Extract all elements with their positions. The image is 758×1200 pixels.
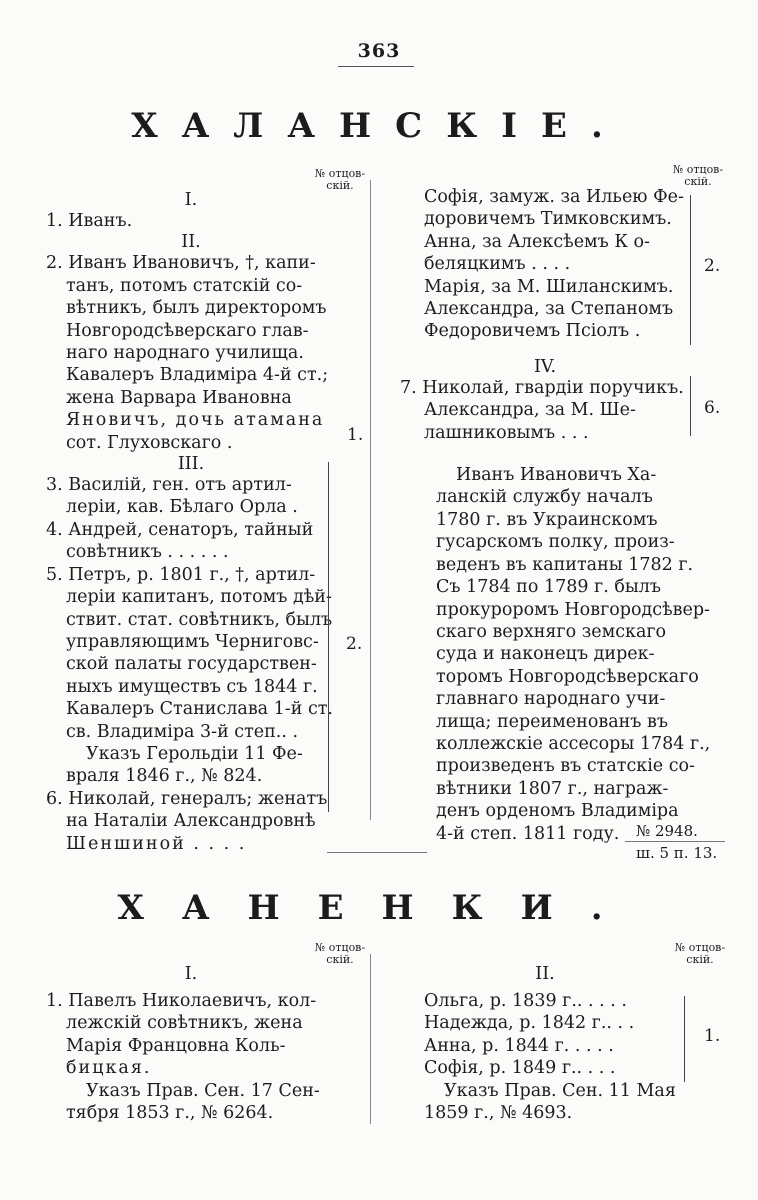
- generation-heading: IV.: [533, 356, 557, 377]
- entry-line: 7. Николай, гвардіи поручикъ.: [400, 377, 684, 398]
- entry-line: 3. Василій, ген. отъ артил-: [46, 475, 292, 496]
- left-column: [46, 964, 336, 1124]
- entry-line: Кавалеръ Станислава 1-й ст.: [66, 699, 333, 720]
- father-ref: 1.: [704, 1026, 721, 1046]
- entry-line: Указъ Прав. Сен. 17 Сен-: [86, 1080, 320, 1101]
- entry-line: Александра, за Степаномъ: [424, 299, 674, 320]
- entry-line: Надежда, р. 1842 г.. . .: [424, 1013, 635, 1034]
- entry-line: сот. Глуховскаго .: [66, 432, 233, 453]
- entry-line: ныхъ имуществъ съ 1844 г.: [66, 676, 318, 697]
- sibling-bracket: [690, 376, 691, 436]
- left-column-header: № отцов- скій.: [314, 167, 366, 192]
- entry-line: лашниковымъ . . .: [424, 422, 589, 443]
- entry-line: Кавалеръ Владиміра 4-й ст.;: [66, 365, 329, 386]
- note-line: денъ орденомъ Владиміра: [436, 801, 679, 822]
- family-title-khalanskie: ХАЛАНСКІЕ.: [131, 106, 627, 146]
- father-ref: 6.: [704, 398, 721, 418]
- entry-line: доровичемъ Тимковскимъ.: [424, 209, 672, 230]
- entry-line: леріи, кав. Бѣлаго Орла .: [66, 497, 298, 518]
- entry-line: бицкая.: [66, 1058, 152, 1079]
- entry-line: Марія, за М. Шиланскимъ.: [424, 276, 674, 297]
- entry-line: Александра, за М. Ше-: [424, 400, 636, 421]
- entry-line: 5. Петръ, р. 1801 г., †, артил-: [46, 564, 316, 585]
- generation-heading: III.: [177, 454, 205, 475]
- entry-line: 1. Павелъ Николаевичъ, кол-: [46, 991, 317, 1011]
- note-line: вѣтники 1807 г., награж-: [436, 778, 669, 799]
- entry-line: 1. Иванъ.: [46, 211, 133, 231]
- note-line: гусарскомъ полку, произ-: [436, 532, 675, 553]
- generation-heading: I.: [184, 190, 198, 210]
- note-line: веденъ въ капитаны 1782 г.: [436, 554, 694, 575]
- entry-line: 6. Николай, генералъ; женатъ: [46, 788, 328, 809]
- generation-heading: II.: [181, 232, 201, 253]
- entry-line: Марія Францовна Коль-: [66, 1035, 286, 1056]
- father-ref: 2.: [704, 256, 721, 276]
- entry-line: наго народнаго училища.: [66, 343, 304, 364]
- entry-line: Анна, за Алексѣемъ К о-: [424, 231, 650, 252]
- right-column-header: № отцов- скій.: [674, 941, 726, 966]
- generation-heading: II.: [535, 964, 555, 984]
- archive-number: № 2948.: [636, 822, 698, 840]
- note-line: коллежскіе ассесоры 1784 г.,: [436, 733, 711, 754]
- sibling-bracket: [684, 996, 685, 1082]
- entry-line: 4. Андрей, сенаторъ, тайный: [46, 519, 314, 540]
- entry-line: леріи капитанъ, потомъ дѣй-: [66, 587, 332, 608]
- note-line: торомъ Новгородсѣверскаго: [436, 666, 699, 687]
- entry-line: Ольга, р. 1839 г.. . . . .: [424, 991, 627, 1011]
- family-title-khanenki: ХАНЕНКИ.: [117, 888, 641, 928]
- entry-line: св. Владиміра 3-й степ.. .: [66, 721, 299, 742]
- left-column-header: № отцов- скій.: [314, 941, 366, 966]
- entry-line: Софія, р. 1849 г.. . . .: [424, 1058, 616, 1079]
- entry-line: управляющимъ Черниговс-: [66, 631, 319, 652]
- entry-line: Яновичъ, дочь атамана: [66, 410, 325, 431]
- right-column: [400, 186, 711, 845]
- entry-line: тября 1853 г., № 6264.: [66, 1103, 274, 1124]
- note-line: лища; переименованъ въ: [436, 711, 668, 732]
- left-column: [46, 190, 336, 855]
- entry-line: Анна, р. 1844 г. . . . .: [424, 1035, 614, 1056]
- section-divider: [327, 852, 427, 853]
- entry-line: вѣтникъ, былъ директоромъ: [66, 298, 327, 319]
- entry-line: ской палаты государствен-: [66, 654, 317, 675]
- archive-rule: [625, 841, 725, 842]
- entry-line: Софія, замуж. за Ильею Фе-: [424, 187, 684, 207]
- note-line: прокуроромъ Новгородсѣвер-: [436, 599, 710, 620]
- sibling-bracket: [328, 462, 329, 812]
- entry-line: Указъ Герольдіи 11 Фе-: [86, 743, 303, 764]
- entry-line: беляцкимъ . . . .: [424, 254, 571, 275]
- column-divider: [370, 180, 371, 820]
- entry-line: враля 1846 г., № 824.: [66, 766, 263, 787]
- entry-line: Федоровичемъ Псіолъ .: [424, 321, 641, 342]
- note-line: скаго верхняго земскаго: [436, 621, 667, 642]
- entry-line: Указъ Прав. Сен. 11 Мая: [444, 1080, 676, 1101]
- column-divider: [370, 954, 371, 1124]
- right-column-header: № отцов- скій.: [672, 163, 724, 188]
- entry-line: 2. Иванъ Ивановичъ, †, капи-: [46, 253, 316, 274]
- note-line: главнаго народнаго учи-: [436, 689, 666, 710]
- entry-line: Новгородсѣверскаго глав-: [66, 320, 309, 341]
- note-line: произведенъ въ статскіе со-: [436, 756, 695, 777]
- note-line: Иванъ Ивановичъ Ха-: [456, 465, 657, 486]
- father-ref: 2.: [346, 634, 363, 654]
- right-column: [400, 964, 690, 1124]
- note-line: Съ 1784 по 1789 г. былъ: [436, 577, 662, 598]
- note-line: ланскій службу началъ: [436, 487, 653, 508]
- father-ref: 1.: [347, 425, 364, 445]
- entry-line: жена Варвара Ивановна: [66, 387, 292, 408]
- note-line: 1780 г. въ Украинскомъ: [436, 509, 658, 530]
- entry-line: Шеншиной . . . .: [66, 833, 247, 854]
- archive-placement: ш. 5 п. 13.: [636, 844, 718, 862]
- generation-heading: I.: [184, 964, 198, 984]
- entry-line: 1859 г., № 4693.: [424, 1103, 573, 1124]
- entry-line: танъ, потомъ статскій со-: [66, 275, 303, 296]
- note-line: суда и наконецъ дирек-: [436, 644, 655, 665]
- sibling-bracket: [690, 195, 691, 345]
- entry-line: на Наталіи Александровнѣ: [66, 811, 316, 832]
- note-line: 4-й степ. 1811 году.: [436, 823, 620, 844]
- page-number: 363: [357, 40, 401, 62]
- entry-line: совѣтникъ . . . . . .: [66, 542, 229, 563]
- entry-line: лежскій совѣтникъ, жена: [66, 1013, 303, 1034]
- entry-line: ствит. стат. совѣтникъ, былъ: [66, 609, 333, 630]
- header-rule: [338, 66, 414, 67]
